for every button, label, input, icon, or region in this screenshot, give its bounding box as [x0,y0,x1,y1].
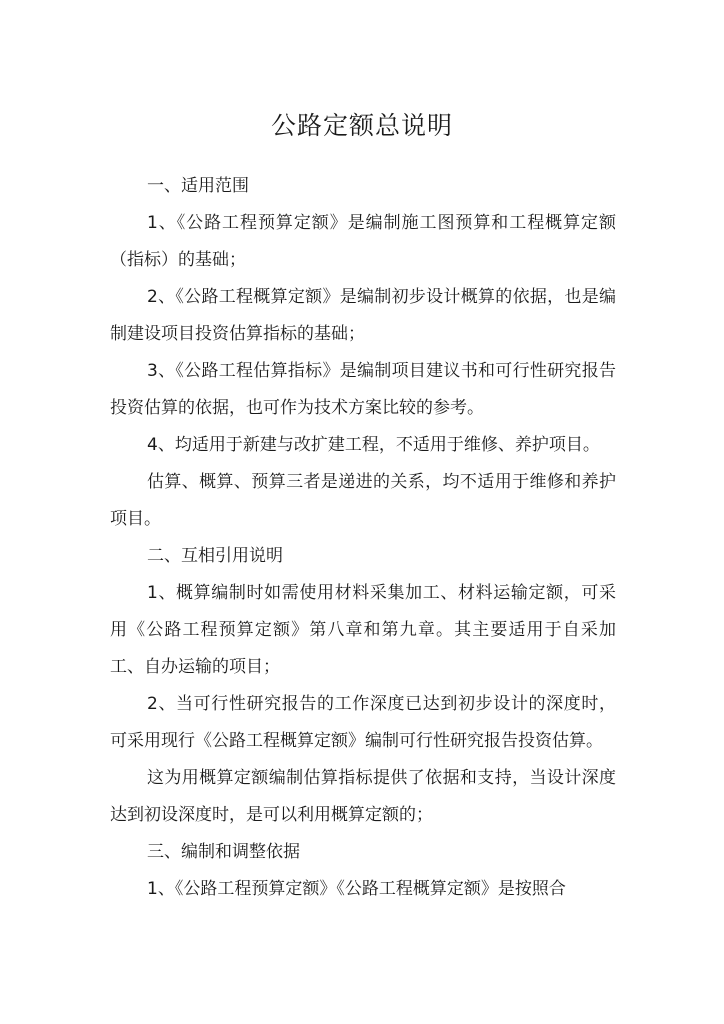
paragraph-compilation-start: 1、《公路工程预算定额》《公路工程概算定额》是按照合 [147,879,566,899]
paragraph-feasibility-study: 2、当可行性研究报告的工作深度已达到初步设计的深度时，可采用现行《公路工程概算定额》编制可行性研究报告投资估算。 [110,694,616,751]
section-heading-compilation-basis: 三、编制和调整依据 [147,842,300,862]
paragraph-estimate-quota: 2、《公路工程概算定额》是编制初步设计概算的依据，也是编制建设项目投资估算指标的基础； [110,287,616,344]
section-heading-scope: 一、适用范围 [147,176,249,196]
document-body [110,168,616,908]
paragraph-progressive-relation: 估算、概算、预算三者是递进的关系，均不适用于维修和养护项目。 [110,472,616,529]
section-heading-cross-reference: 二、互相引用说明 [147,546,283,566]
paragraph-support-basis: 这为用概算定额编制估算指标提供了依据和支持，当设计深度达到初设深度时，是可以利用概算定额的； [110,768,616,825]
paragraph-applicability: 4、均适用于新建与改扩建工程，不适用于维修、养护项目。 [147,435,600,455]
paragraph-budget-quota: 1、《公路工程预算定额》是编制施工图预算和工程概算定额（指标）的基础； [110,213,616,270]
paragraph-material-quota: 1、概算编制时如需使用材料采集加工、材料运输定额，可采用《公路工程预算定额》第八章和第九章。其主要适用于自采加工、自办运输的项目； [110,583,616,677]
document-title: 公路定额总说明 [270,111,453,140]
paragraph-estimation-index: 3、《公路工程估算指标》是编制项目建议书和可行性研究报告投资估算的依据，也可作为技术方案比较的参考。 [110,361,616,418]
